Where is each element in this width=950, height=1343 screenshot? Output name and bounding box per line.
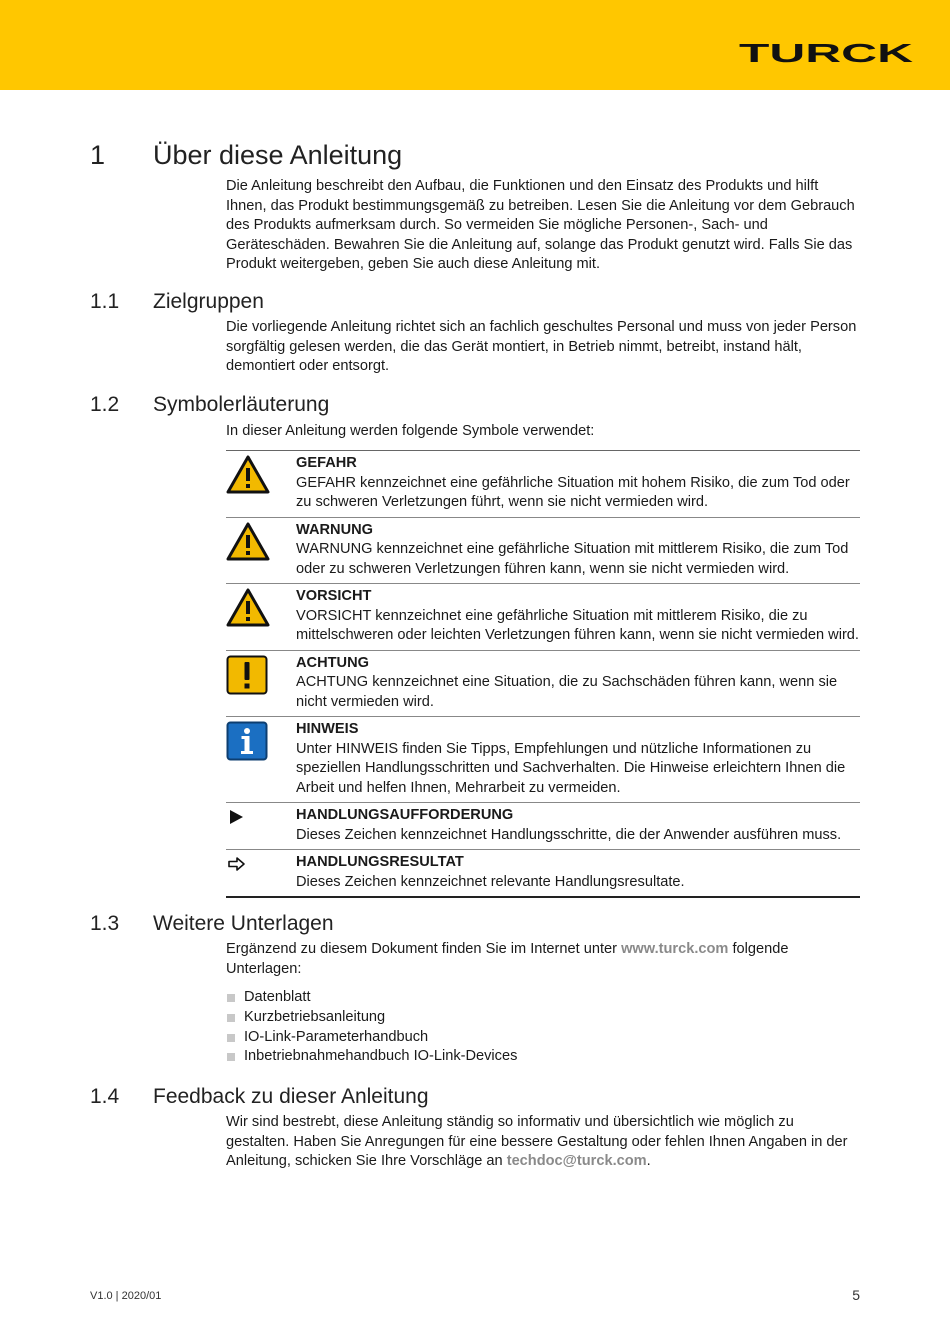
section-1-body: Die Anleitung beschreibt den Aufbau, die Funktionen und den Einsatz des Produkts und hilft Ihnen, das Produkt bestimmungsgemäß zu betreiben. Lesen Sie die Anleitung vor dem Gebrauch des Produkts aufmerksam durch. So vermeiden Sie mögliche Personen-, Sach- und Geräteschäden. Bewahren Sie die Anleitung auf, solange das Produkt genutzt wird. Falls Sie das Produkt weitergeben, geben Sie auch diese Anleitung mit.	[226, 178, 855, 272]
section-number: 1.4	[90, 1085, 120, 1108]
symbol-title: HANDLUNGSAUFFORDERUNG	[296, 807, 514, 823]
symbol-description: WARNUNG kennzeichnet eine gefährliche Situation mit mittlerem Risiko, die zum Tod oder zu schweren Verletzungen führen kann, wenn sie nicht vermieden wird.	[296, 541, 849, 577]
symbol-row-handlungsaufforderung	[226, 803, 860, 850]
outline-arrow-icon	[226, 853, 296, 892]
symbol-row-handlungsresultat	[226, 850, 860, 896]
warning-triangle-icon	[226, 521, 296, 580]
symbol-title: HANDLUNGSRESULTAT	[296, 854, 464, 870]
documents-list	[226, 988, 517, 1067]
list-item-label: Datenblatt	[244, 989, 311, 1005]
section-number: 1.2	[90, 393, 120, 416]
list-item	[226, 1047, 517, 1067]
section-title: Weitere Unterlagen	[153, 912, 334, 935]
list-item	[226, 988, 517, 1008]
info-box-icon	[226, 720, 296, 798]
warning-triangle-icon	[226, 587, 296, 646]
section-title: Symbolerläuterung	[153, 393, 330, 416]
symbol-description: VORSICHT kennzeichnet eine gefährliche Situation mit mittlerem Risiko, die zu mittelschweren oder leichten Verletzungen führen kann, wenn sie nicht vermieden wird.	[296, 607, 859, 643]
body-text: Ergänzend zu diesem Dokument finden Sie im Internet unter	[226, 941, 622, 957]
symbol-row-vorsicht	[226, 584, 860, 651]
symbol-row-hinweis	[226, 717, 860, 803]
warning-triangle-icon	[226, 454, 296, 513]
body-text: .	[646, 1153, 651, 1169]
symbol-title: HINWEIS	[296, 721, 359, 737]
turck-website-link[interactable]: www.turck.com	[621, 941, 729, 957]
bullet-square-icon	[227, 994, 235, 1002]
symbol-title: ACHTUNG	[296, 654, 369, 671]
section-1-3-body	[226, 940, 858, 979]
symbol-description: GEFAHR kennzeichnet eine gefährliche Situation mit hohem Risiko, die zum Tod oder zu schweren Verletzungen führt, wenn sie nicht vermieden wird.	[296, 474, 850, 510]
section-heading-1-3	[90, 912, 334, 936]
footer-version: V1.0 | 2020/01	[90, 1290, 162, 1302]
section-number: 1.1	[90, 290, 120, 313]
list-item	[226, 1028, 517, 1048]
section-heading-1	[90, 140, 402, 171]
symbol-row-achtung	[226, 651, 860, 718]
section-heading-1-1	[90, 290, 264, 314]
section-number: 1.3	[90, 912, 120, 935]
symbol-description: ACHTUNG kennzeichnet eine Situation, die zu Sachschäden führen kann, wenn sie nicht vermieden wird.	[296, 674, 838, 710]
body-text: Wir sind bestrebt, diese Anleitung ständig so informativ und übersichtlich wie möglich zu gestalten. Haben Sie Anregungen für eine bessere Gestaltung oder fehlen Ihnen Angaben in der Anleitung, schicken Sie Ihre Vorschläge an	[226, 1114, 848, 1169]
symbol-title: VORSICHT	[296, 588, 372, 604]
section-heading-1-4	[90, 1085, 429, 1109]
body-text: folgende Unterlagen:	[226, 941, 789, 977]
symbol-row-gefahr	[226, 451, 860, 518]
page-number: 5	[852, 1287, 860, 1303]
list-item-label: Inbetriebnahmehandbuch IO-Link-Devices	[244, 1048, 518, 1065]
section-1-4-body	[226, 1113, 858, 1172]
list-item-label: Kurzbetriebsanleitung	[244, 1008, 386, 1025]
section-1-1-body: Die vorliegende Anleitung richtet sich an fachlich geschultes Personal und muss von jeder Person sorgfältig gelesen werden, die das Gerät montiert, in Betrieb nimmt, betreibt, instand hält, demontiert oder entsorgt.	[226, 319, 857, 374]
symbol-title: WARNUNG	[296, 521, 374, 538]
symbol-description: Unter HINWEIS finden Sie Tipps, Empfehlungen und nützliche Informationen zu speziellen Handlungsschritten und Sachverhalten. Die Hinweise erleichtern Ihnen die Arbeit und helfen Ihnen, Mehrarbeit zu vermeiden.	[296, 740, 846, 796]
bullet-square-icon	[227, 1034, 235, 1042]
symbol-title: GEFAHR	[296, 455, 357, 471]
bullet-square-icon	[227, 1014, 235, 1022]
list-item	[226, 1008, 517, 1028]
play-triangle-icon	[226, 806, 296, 845]
bullet-square-icon	[227, 1053, 235, 1061]
section-title: Über diese Anleitung	[153, 140, 403, 170]
section-number: 1	[90, 140, 106, 170]
section-title: Zielgruppen	[153, 290, 264, 313]
symbols-intro: In dieser Anleitung werden folgende Symbole verwendet:	[226, 423, 595, 439]
symbol-table	[226, 450, 860, 898]
symbol-description: Dieses Zeichen kennzeichnet relevante Handlungsresultate.	[296, 873, 685, 890]
svg-text:TURCK: TURCK	[739, 42, 914, 66]
feedback-email-link[interactable]: techdoc@turck.com	[506, 1153, 647, 1169]
symbol-row-warnung	[226, 518, 860, 585]
section-heading-1-2	[90, 393, 329, 417]
symbol-description: Dieses Zeichen kennzeichnet Handlungsschritte, die der Anwender ausführen muss.	[296, 826, 842, 843]
exclamation-box-icon	[226, 654, 296, 713]
turck-logo	[738, 42, 914, 66]
list-item-label: IO-Link-Parameterhandbuch	[244, 1028, 429, 1045]
section-title: Feedback zu dieser Anleitung	[153, 1085, 429, 1108]
